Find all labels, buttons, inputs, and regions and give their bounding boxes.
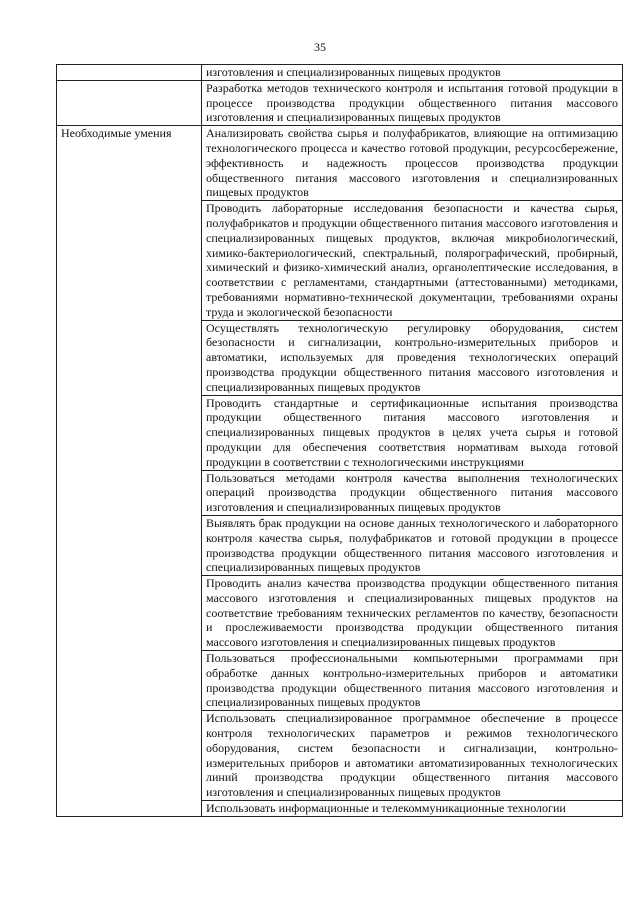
table-row xyxy=(57,80,623,125)
cell-text: Проводить стандартные и сертификационные испытания производства продукции общественного питания массового изготовления и специализированных пищевых продуктов в целях учета сырья и готовой продукции для обеспечения соответствия нормативам выхода готовой продукции в соответствии с технологическими инструкциями xyxy=(206,395,618,469)
row-text xyxy=(202,126,623,201)
row-text xyxy=(202,320,623,395)
row-text xyxy=(202,80,623,125)
cell-text: Проводить анализ качества производства продукции общественного питания массового изготовления и специализированных пищевых продуктов на соответствие требованиям технических регламентов по качеству, безопасности и прослеживаемости производства продукции общественного питания массового изготовления и специализированных пищевых продуктов xyxy=(206,576,618,650)
cell-text: Пользоваться профессиональными компьютерными программами при обработке данных контрольно-измерительных приборов и автоматики производства продукции общественного питания массового изготовления и специализированных пищевых продуктов xyxy=(206,651,618,710)
competency-table xyxy=(56,64,623,817)
page-number: 35 xyxy=(314,40,326,54)
row-text xyxy=(202,395,623,470)
cell-text: Анализировать свойства сырья и полуфабрикатов, влияющие на оптимизацию технологического процесса и качество готовой продукции, ресурсосбережение, эффективность и надежность процессов производства продукции общественного питания массового изготовления и специализированных пищевых продуктов xyxy=(206,126,618,200)
table-row xyxy=(57,126,623,201)
row-text xyxy=(202,65,623,81)
row-label xyxy=(57,80,202,125)
cell-text: Использовать информационные и телекоммуникационные технологии xyxy=(206,801,566,816)
cell-text: Осуществлять технологическую регулировку оборудования, систем безопасности и сигнализации, контрольно-измерительных приборов и автоматики, используемых для проведения технологических операций производства продукции общественного питания массового изготовления и специализированных пищевых продуктов xyxy=(206,320,618,394)
row-text xyxy=(202,711,623,801)
cell-text: Разработка методов технического контроля и испытания готовой продукции в процессе производства продукции общественного питания массового изготовления и специализированных пищевых продуктов xyxy=(206,80,618,125)
row-text xyxy=(202,651,623,711)
cell-text: Проводить лабораторные исследования безопасности и качества сырья, полуфабрикатов и продукции общественного питания массового изготовления и специализированных пищевых продуктов, включая микробиологический, химико-бактериологический, спектральный, полярографический, пробирный, химический и физико-химический анализ, органолептические исследования, в соответствии с регламентами, стандартными (аттестованными) методиками, требованиями нормативно-технической документации, требованиями охраны труда и экологической безопасности xyxy=(206,201,618,319)
row-text xyxy=(202,201,623,320)
cell-text: Выявлять брак продукции на основе данных технологического и лабораторного контроля качества сырья, полуфабрикатов и готовой продукции в процессе производства продукции общественного питания массового изготовления и специализированных пищевых продуктов xyxy=(206,515,618,575)
row-text xyxy=(202,515,623,575)
row-text xyxy=(202,801,623,817)
table-row xyxy=(57,65,623,81)
cell-text: изготовления и специализированных пищевых продуктов xyxy=(206,65,501,79)
cell-text: Пользоваться методами контроля качества выполнения технологических операций производства продукции общественного питания массового изготовления и специализированных пищевых продуктов xyxy=(206,470,618,515)
section-label-necessary-skills: Необходимые умения xyxy=(57,126,202,817)
cell-text: Использовать специализированное программное обеспечение в процессе контроля технологических параметров и режимов технологического оборудования, систем безопасности и сигнализации, контрольно-измерительных приборов и автоматики автоматизированных технологических линий производства продукции общественного питания массового изготовления и специализированных пищевых продуктов xyxy=(206,711,618,800)
row-label xyxy=(57,65,202,81)
row-text xyxy=(202,470,623,515)
row-text xyxy=(202,576,623,651)
